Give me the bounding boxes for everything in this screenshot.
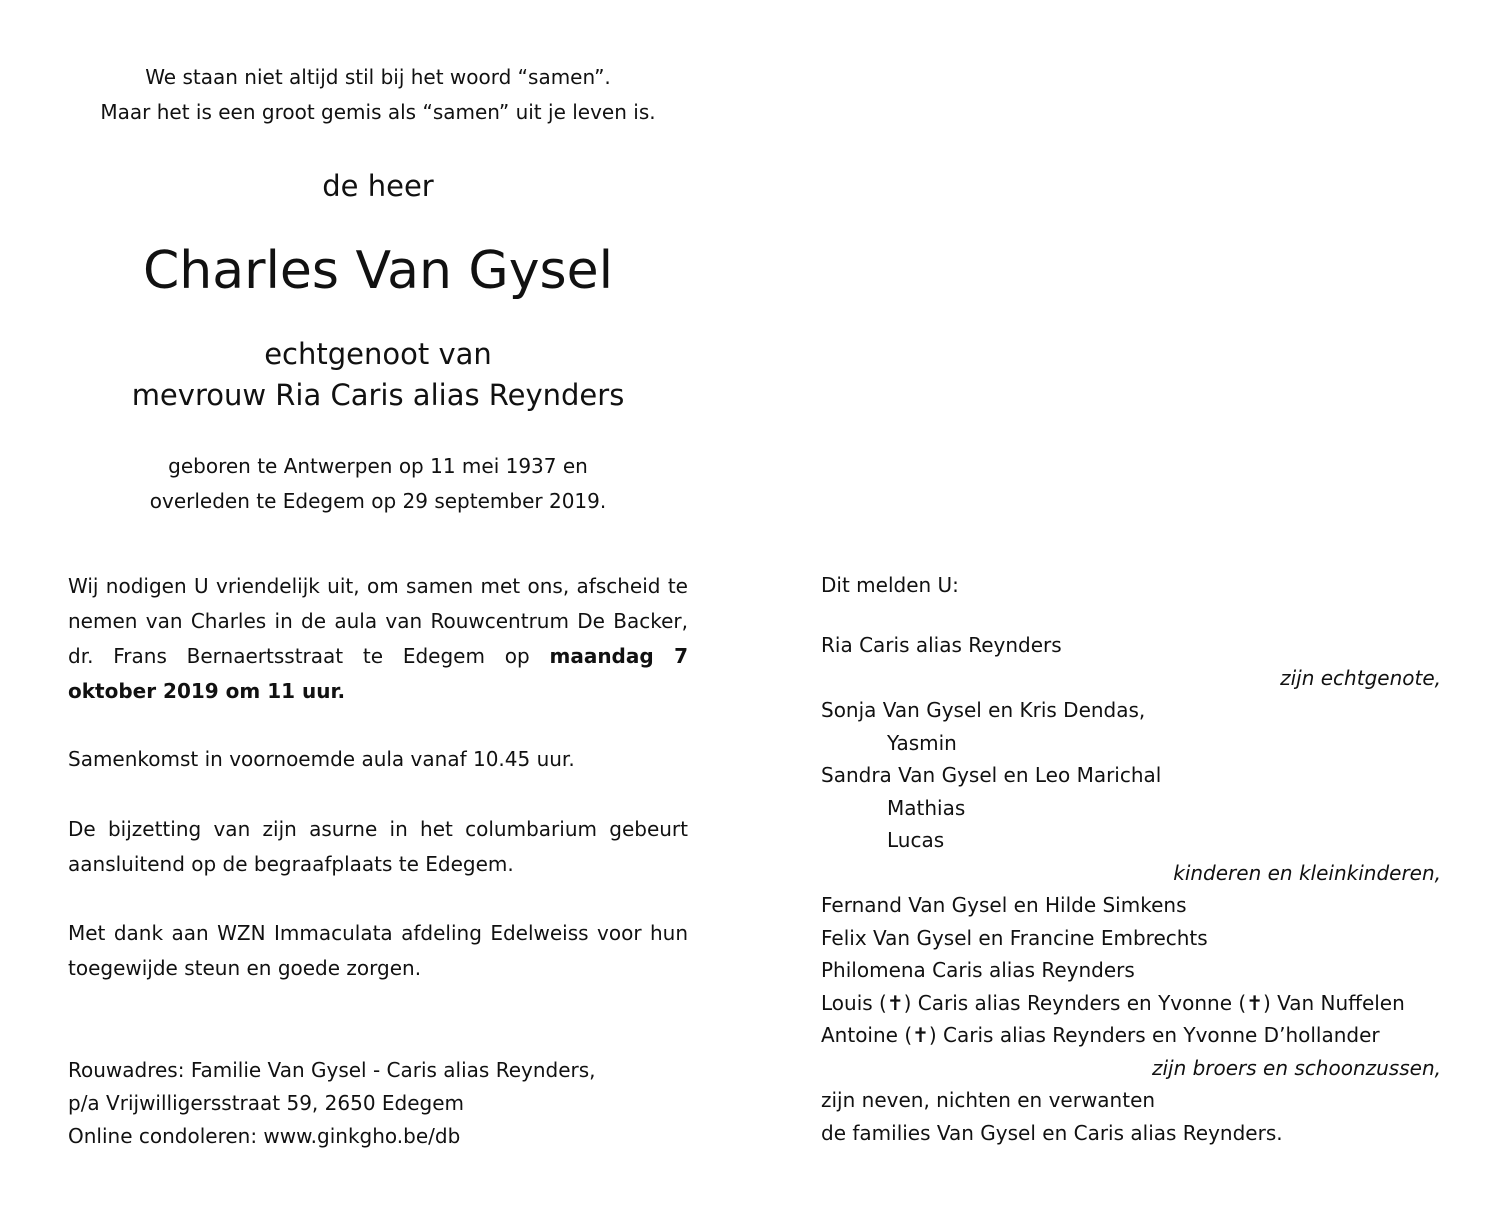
quote-line-1: We staan niet altijd stil bij het woord “samen”.	[145, 65, 611, 89]
family-relation: zijn echtgenote,	[1280, 665, 1441, 690]
address-block	[68, 1054, 708, 1153]
family-intro: Dit melden U:	[821, 573, 959, 597]
title-prefix: de heer	[322, 169, 434, 203]
invitation-text: Wij nodigen U vriendelijk uit, om samen met ons, afscheid te nemen van Charles in de aula van Rouwcentrum De Backer, dr. Frans Bernaertsstraat te Edegem op	[68, 574, 688, 668]
thanks-paragraph: Met dank aan WZN Immaculata afdeling Edelweiss voor hun toegewijde steun en goede zorgen.	[68, 921, 688, 980]
quote	[60, 60, 696, 130]
family-line: Sonja Van Gysel en Kris Dendas,	[821, 698, 1146, 722]
dates-block	[60, 449, 696, 519]
gathering-paragraph: Samenkomst in voornoemde aula vanaf 10.45 uur.	[68, 747, 575, 771]
family-grandchild: Mathias	[887, 795, 966, 820]
spouse-line-2: mevrouw Ria Caris alias Reynders	[131, 378, 625, 412]
family-relation: zijn broers en schoonzussen,	[1151, 1055, 1441, 1080]
family-line: Sandra Van Gysel en Leo Marichal	[821, 763, 1162, 787]
family-line: Felix Van Gysel en Francine Embrechts	[821, 925, 1208, 950]
deceased-name: Charles Van Gysel	[142, 241, 614, 301]
family-line: Fernand Van Gysel en Hilde Simkens	[821, 893, 1187, 917]
invitation-date: maandag 7 oktober 2019 om 11 uur.	[68, 644, 688, 703]
quote-line-2: Maar het is een groot gemis als “samen” uit je leven is.	[100, 100, 656, 124]
death-line: overleden te Edegem op 29 september 2019.	[149, 489, 607, 513]
family-grandchild: Lucas	[887, 828, 945, 852]
address-line-1: Rouwadres: Familie Van Gysel - Caris alias Reynders,	[68, 1058, 596, 1082]
family-line: zijn neven, nichten en verwanten	[821, 1088, 1156, 1112]
birth-line: geboren te Antwerpen op 11 mei 1937 en	[168, 454, 588, 478]
family-line: Philomena Caris alias Reynders	[821, 958, 1135, 982]
invitation-paragraph	[68, 569, 688, 709]
family-line: Ria Caris alias Reynders	[821, 633, 1062, 657]
address-line-2: p/a Vrijwilligersstraat 59, 2650 Edegem	[68, 1091, 465, 1115]
family-line: Antoine (✝) Caris alias Reynders en Yvonne D’hollander	[821, 1023, 1380, 1047]
family-line: Louis (✝) Caris alias Reynders en Yvonne (✝) Van Nuffelen	[821, 990, 1405, 1015]
family-relation: kinderen en kleinkinderen,	[1173, 860, 1441, 885]
family-line: de families Van Gysel en Caris alias Reynders.	[821, 1120, 1283, 1145]
condolence-line: Online condoleren: www.ginkgho.be/db	[68, 1124, 461, 1148]
spouse-block	[60, 334, 696, 416]
interment-paragraph: De bijzetting van zijn asurne in het columbarium gebeurt aansluitend op de begraafplaats te Edegem.	[68, 817, 688, 876]
family-grandchild: Yasmin	[887, 730, 957, 755]
spouse-line-1: echtgenoot van	[264, 337, 492, 371]
family-list	[821, 629, 1441, 1149]
